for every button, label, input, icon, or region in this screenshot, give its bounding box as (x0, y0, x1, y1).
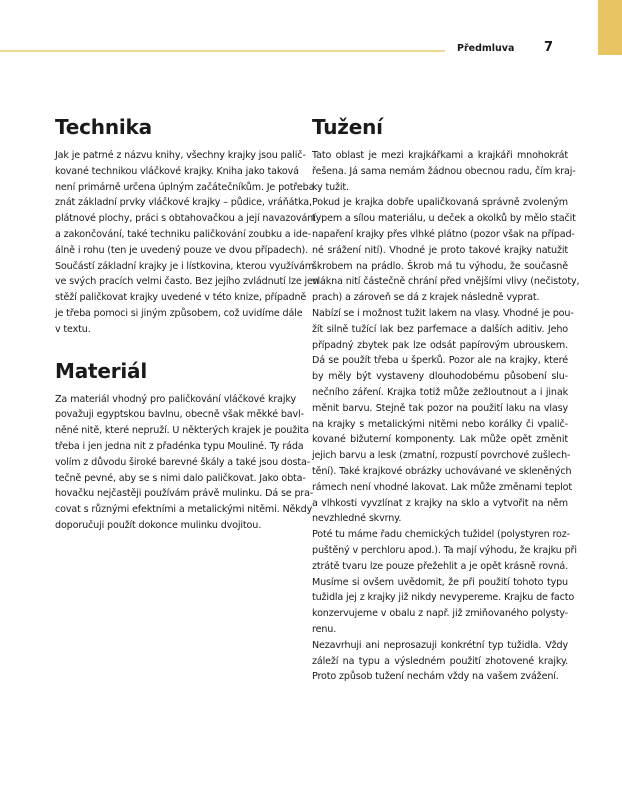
text-line: Pokud je krajka dobře upaličkovaná správně zvoleným (312, 197, 568, 209)
text-line: Poté tu máme řadu chemických tužidel (polystyren roz- (312, 529, 570, 541)
text-line: vlákna nití částečně chrání před vnějšími vlivy (nečistoty, (312, 276, 580, 288)
text-line: rámech není vhodné lakovat. Lak může změnami teplot (312, 481, 572, 493)
text-line: Součástí základní krajky je i lístkovina, kterou využívám (55, 260, 314, 272)
section-gap (55, 338, 296, 358)
text-line: typem a sílou materiálu, u deček a okolků by mělo stačit (312, 213, 576, 225)
text-line: stěží paličkovat krajky uvedené v této knize, případně (55, 292, 307, 304)
text-line: měnit barvu. Stejně tak pozor na použití laku na vlasy (312, 402, 568, 414)
text-line: Dá se použít třeba u šperků. Pozor ale na krajky, které (312, 355, 568, 367)
text-line: covat s různými efektními a metalickými nitěmi. Někdy (55, 504, 313, 516)
text-line: nevzhledné skvrny. (312, 513, 402, 525)
text-line: Nezavrhuji ani neprosazuji konkrétní typ tužidla. Vždy (312, 639, 568, 651)
text-line: álně i rohu (ten je uvedený pouze ve dvou případech). (55, 244, 309, 256)
text-line: Proto způsob tužení nechám vždy na vašem zvážení. (312, 671, 559, 683)
text-line: né srážení nití). Vhodné je proto takové krajky natužit (312, 244, 568, 256)
text-line: plátnové plochy, práci s obtahovačkou a její navazování (55, 213, 316, 225)
page-number: 7 (544, 40, 554, 55)
paragraph (312, 195, 580, 306)
left-column (55, 114, 319, 534)
text-line: ztrátě tvaru lze pouze přežehlit a je opět krásně rovná. (312, 560, 568, 572)
text-line: je třeba pomoci si jiným způsobem, což uvidíme dále (55, 307, 303, 319)
text-line: nečního záření. Krajka totiž může zežloutnout a i jinak (312, 386, 568, 398)
text-line: Nabízí se i možnost tužit lakem na vlasy. Vhodné je pou- (312, 307, 574, 319)
text-line: považuji egyptskou bavlnu, obecně však měkké bavl- (55, 409, 304, 421)
text-line: na krajky s metalickými nitěmi nebo korálky či vpalič- (312, 418, 568, 430)
text-line: ky tužit. (312, 181, 349, 193)
section-heading: Materiál (55, 358, 147, 383)
text-line: řešena. Já sama nemám žádnou obecnou radu, čím kraj- (312, 165, 576, 177)
text-line: doporučuji použít dokonce mulinku dvojitou. (55, 519, 262, 531)
paragraph (55, 148, 319, 338)
text-line: konzervujeme v obalu z např. již zmiňovaného polysty- (312, 608, 568, 620)
paragraph (312, 638, 568, 685)
text-line: a zakončování, také techniku paličkování zoubku a ide- (55, 228, 311, 240)
text-line: škrobem na prádlo. Škrob má tu výhodu, že současně (312, 260, 568, 272)
text-line: puštěný v perchloru apod.). Ta mají výhodu, že krajku při (312, 544, 577, 556)
text-line: tění). Také krajkové obrázky uchovávané ve skleněných (312, 465, 572, 477)
section-heading: Technika (55, 115, 152, 139)
running-title: Předmluva (457, 43, 515, 54)
text-line: třeba i jen jedna nit z přadénka typu Mouliné. Ty ráda (55, 440, 304, 452)
text-line: renu. (312, 623, 337, 635)
paragraph (312, 527, 577, 638)
text-line: Jak je patrné z názvu knihy, všechny krajky jsou palič- (55, 150, 306, 161)
text-line: záleží na typu a výsledném použití zhotovené krajky. (312, 655, 568, 667)
chapter-tab-marker (598, 0, 622, 55)
text-line: kované technikou vláčkové krajky. Kniha jako taková (55, 165, 299, 177)
text-line: Musíme si ovšem uvědomit, že při použití tohoto typu (312, 576, 568, 588)
section-heading: Tužení (312, 115, 383, 139)
text-line: není primárně určena úplným začátečníkům. Je potřeba (55, 181, 315, 193)
text-line: prach) a zároveň se dá z krajek následně vyprat. (312, 292, 540, 304)
text-line: by měly být vystaveny dlouhodobému působení slu- (312, 371, 568, 383)
text-line: tužidla jej z krajky již nikdy nevypereme. Krajku de facto (312, 592, 575, 604)
text-line: kované bižuterní komponenty. Lak může opět změnit (312, 434, 568, 446)
text-line: případný zbytek pak lze odsát papírovým ubrouskem. (312, 339, 568, 351)
header-rule (0, 50, 445, 52)
text-line: tečně pevné, aby se s nimi dalo paličkovat. Jako obta- (55, 472, 306, 484)
paragraph (55, 392, 314, 534)
text-line: znát základní prvky vláčkové krajky – půdice, vráňátka, (55, 197, 312, 209)
text-line: v textu. (55, 323, 91, 335)
text-line: něné nitě, které nepruží. U některých krajek je použita (55, 425, 309, 437)
text-line: Za materiál vhodný pro paličkování vláčkové krajky (55, 393, 296, 405)
paragraph (312, 306, 574, 527)
text-line: a vlhkosti vyvzlínat z krajky na sklo a vytvořit na něm (312, 497, 568, 509)
right-column (312, 114, 580, 685)
text-line: napaření krajky přes vlhké plátno (pozor však na případ- (312, 228, 575, 240)
paragraph (312, 148, 576, 195)
text-line: žít silně tužící lak bez parfemace a dalších aditiv. Jeho (312, 323, 568, 335)
text-line: hovačku nejčastěji používám právě mulinku. Dá se pra- (55, 488, 314, 500)
text-line: Tato oblast je mezi krajkářkami a krajkáři mnohokrát (312, 150, 568, 161)
text-line: volím z důvodu široké barevné škály a také jsou dosta- (55, 456, 311, 468)
text-line: jejich barvu a lesk (zmatní, rozpustí povrchové zušlech- (312, 450, 571, 462)
text-line: ve svých pracích velmi často. Bez jejího zvládnutí lze jen (55, 276, 319, 288)
